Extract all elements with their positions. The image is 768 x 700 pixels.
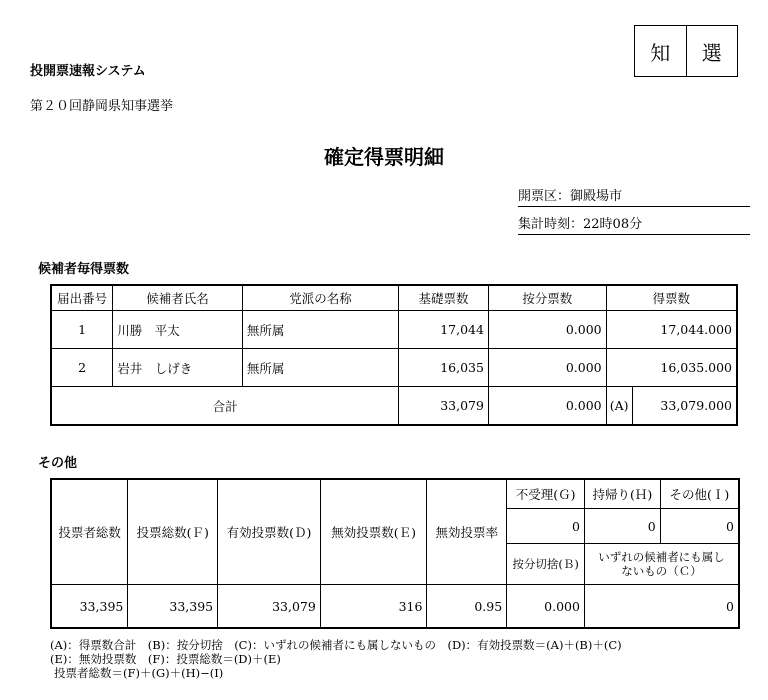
col-header-prorated-cut: 按分切捨(Ｂ) bbox=[507, 544, 585, 585]
col-header-base: 基礎票数 bbox=[399, 285, 489, 311]
value-invalid-rate: 0.95 bbox=[427, 585, 507, 629]
col-header-voters: 投票者総数 bbox=[51, 479, 128, 585]
document-title: 確定得票明細 bbox=[324, 145, 444, 169]
stamp-char-1: 知 bbox=[635, 26, 687, 76]
table-row bbox=[51, 349, 737, 387]
candidate-base-votes: 17,044 bbox=[399, 311, 489, 349]
other-section-title: その他 bbox=[38, 456, 78, 471]
table-row bbox=[51, 311, 737, 349]
value-ballots: 33,395 bbox=[128, 585, 218, 629]
col-header-votes: 得票数 bbox=[606, 285, 737, 311]
notes bbox=[50, 638, 622, 680]
total-label: 合計 bbox=[51, 387, 399, 426]
col-header-invalid: 無効投票数(Ｅ) bbox=[320, 479, 427, 585]
candidate-party: 無所属 bbox=[242, 349, 398, 387]
note-line: 投票者総数＝(F)＋(G)＋(H)−(I) bbox=[54, 666, 224, 680]
col-header-prorated: 按分票数 bbox=[488, 285, 606, 311]
col-header-taken-home: 持帰り(Ｈ) bbox=[584, 479, 660, 509]
value-none: 0 bbox=[584, 585, 739, 629]
candidates-table bbox=[50, 284, 738, 426]
col-header-ballots: 投票総数(Ｆ) bbox=[128, 479, 218, 585]
stamp-box bbox=[634, 25, 738, 77]
candidate-number: 2 bbox=[51, 349, 113, 387]
col-header-number: 届出番号 bbox=[51, 285, 113, 311]
total-row bbox=[51, 387, 737, 426]
total-base-votes: 33,079 bbox=[399, 387, 489, 426]
col-header-other: その他(Ｉ) bbox=[660, 479, 739, 509]
col-header-not-accepted: 不受理(Ｇ) bbox=[507, 479, 585, 509]
candidate-prorated-votes: 0.000 bbox=[488, 311, 606, 349]
candidates-section-title: 候補者毎得票数 bbox=[38, 262, 130, 277]
other-table bbox=[50, 478, 740, 629]
candidate-votes: 17,044.000 bbox=[606, 311, 737, 349]
col-header-none: いずれの候補者にも属しないもの（Ｃ） bbox=[584, 544, 739, 585]
value-prorated-cut: 0.000 bbox=[507, 585, 585, 629]
note-line: (A)：得票数合計 (B)：按分切捨 (C)：いずれの候補者にも属しないもの (D)：有効投票数＝(A)＋(B)＋(C) bbox=[50, 638, 622, 652]
value-other: 0 bbox=[660, 509, 739, 544]
col-header-invalid-rate: 無効投票率 bbox=[427, 479, 507, 585]
election-name: 第２０回静岡県知事選挙 bbox=[30, 99, 174, 114]
value-taken-home: 0 bbox=[584, 509, 660, 544]
value-not-accepted: 0 bbox=[507, 509, 585, 544]
candidate-name: 川勝 平太 bbox=[113, 311, 243, 349]
total-mark-a: (A) bbox=[606, 387, 632, 426]
candidate-base-votes: 16,035 bbox=[399, 349, 489, 387]
value-valid: 33,079 bbox=[218, 585, 321, 629]
total-prorated-votes: 0.000 bbox=[488, 387, 606, 426]
candidate-number: 1 bbox=[51, 311, 113, 349]
value-voters: 33,395 bbox=[51, 585, 128, 629]
candidate-party: 無所属 bbox=[242, 311, 398, 349]
candidate-prorated-votes: 0.000 bbox=[488, 349, 606, 387]
col-header-party: 党派の名称 bbox=[242, 285, 398, 311]
total-votes: 33,079.000 bbox=[632, 387, 737, 426]
system-title: 投開票速報システム bbox=[30, 64, 146, 79]
district-label: 開票区：御殿場市 bbox=[518, 185, 750, 207]
stamp-char-2: 選 bbox=[701, 40, 722, 65]
time-label: 集計時刻：22時08分 bbox=[518, 213, 750, 235]
value-invalid: 316 bbox=[320, 585, 427, 629]
candidate-votes: 16,035.000 bbox=[606, 349, 737, 387]
candidate-name: 岩井 しげき bbox=[113, 349, 243, 387]
col-header-valid: 有効投票数(Ｄ) bbox=[218, 479, 321, 585]
note-line: (E)：無効投票数 (F)：投票総数＝(D)＋(E) bbox=[50, 652, 281, 666]
col-header-name: 候補者氏名 bbox=[113, 285, 243, 311]
